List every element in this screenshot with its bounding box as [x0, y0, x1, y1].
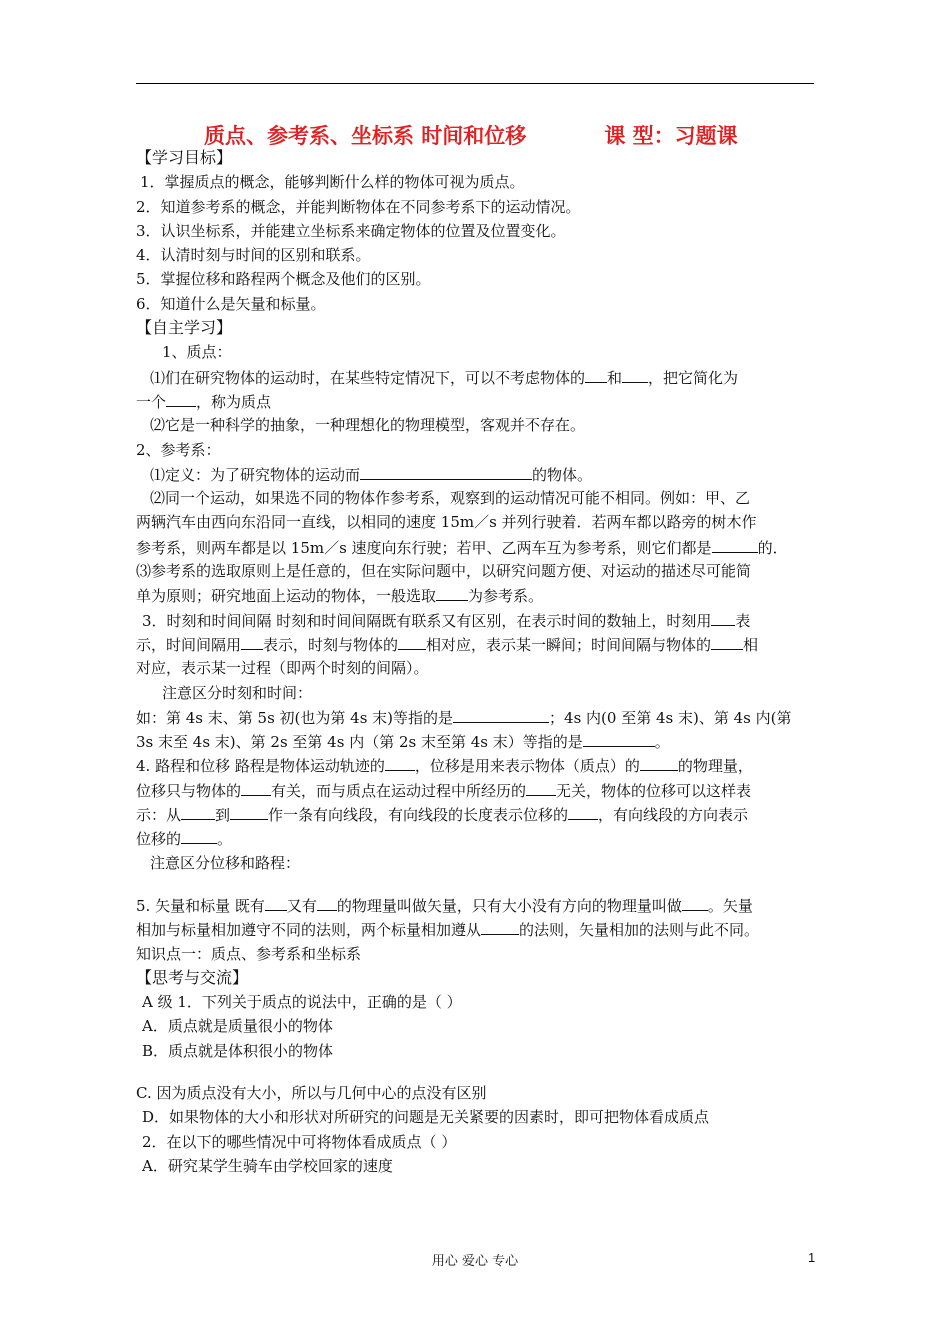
paragraph: 对应，表示某一过程（即两个时刻的间隔）。 — [136, 659, 429, 678]
paragraph: 3．时刻和时间间隔 时刻和时间间隔既有联系又有区别，在表示时间的数轴上，时刻用 表 — [136, 608, 814, 632]
paragraph: 5. 矢量和标量 既有 又有 的物理量叫做矢量，只有大小没有方向的物理量叫做 。矢量 — [136, 893, 814, 917]
option: A．研究某学生骑车由学校回家的速度 — [142, 1156, 393, 1175]
paragraph: 位移只与物体的 有关，而与质点在运动过程中所经历的 无关，物体的位移可以这样表 — [136, 778, 814, 802]
paragraph: 一个 ，称为质点 — [136, 389, 814, 413]
paragraph: 两辆汽车由西向东沿同一直线，以相同的速度 15m／s 并列行驶着．若两车都以路旁的树木作 — [136, 513, 757, 532]
paragraph: ⑴定义：为了研究物体的运动而 的物体。 — [136, 462, 814, 486]
paragraph: 位移的 。 — [136, 826, 814, 850]
self-study-heading: 【自主学习】 — [136, 318, 233, 338]
paragraph: 3s 末至 4s 末)、第 2s 至第 4s 内（第 2s 末至第 4s 末）等指的是 。 — [136, 729, 814, 753]
objectives-heading: 【学习目标】 — [136, 148, 233, 167]
paragraph: ⑵它是一种科学的抽象，一种理想化的物理模型，客观并不存在。 — [150, 416, 586, 435]
paragraph: 如：第 4s 末、第 5s 初(也为第 4s 末)等指的是 ；4s 内(0 至第 4s 末)、第 4s 内(第 — [136, 705, 814, 729]
section-reference-heading: 2、参考系： — [136, 440, 221, 459]
note: 注意区分时刻和时间： — [162, 683, 313, 702]
paragraph: ⑴们在研究物体的运动时，在某些特定情况下，可以不考虑物体的 和 ，把它简化为 — [136, 365, 814, 389]
paragraph: ⑶参考系的选取原则上是任意的，但在实际问题中，以研究问题方便、对运动的描述尽可能简 — [136, 562, 752, 581]
page-number: 1 — [808, 1250, 816, 1265]
option: C. 因为质点没有大小，所以与几何中心的点没有区别 — [136, 1083, 487, 1102]
question: A 级 1．下列关于质点的说法中，正确的是（ ） — [142, 993, 462, 1012]
lesson-type: 课 型：习题课 — [604, 124, 738, 148]
section-particle-heading: 1、质点： — [162, 343, 232, 362]
objective-item: 4．认清时刻与时间的区别和联系。 — [136, 246, 371, 265]
paragraph: 示：从 到 作一条有向线段，有向线段的长度表示位移的 ，有向线段的方向表示 — [136, 802, 814, 826]
knowledge-point-heading: 知识点一：质点、参考系和坐标系 — [136, 944, 362, 963]
note: 注意区分位移和路程： — [150, 853, 301, 872]
header-rule — [136, 83, 814, 84]
paragraph: 相加与标量相加遵守不同的法则，两个标量相加遵从 的法则，矢量相加的法则与此不同。 — [136, 917, 814, 941]
question: 2．在以下的哪些情况中可将物体看成质点（ ） — [142, 1132, 457, 1151]
objective-item: 6．知道什么是矢量和标量。 — [136, 294, 326, 313]
discussion-heading: 【思考与交流】 — [136, 967, 249, 987]
paragraph: 4. 路程和位移 路程是物体运动轨迹的 ，位移是用来表示物体（质点）的 的物理量， — [136, 753, 814, 777]
objective-item: 1．掌握质点的概念，能够判断什么样的物体可视为质点。 — [140, 173, 525, 192]
footer-slogan: 用心 爱心 专心 — [431, 1254, 519, 1269]
title-text: 质点、参考系、坐标系 时间和位移 — [204, 124, 527, 148]
paragraph: 示，时间间隔用 表示，时刻与物体的 相对应，表示某一瞬间；时间间隔与物体的 相 — [136, 632, 814, 656]
objective-item: 3．认识坐标系，并能建立坐标系来确定物体的位置及位置变化。 — [136, 221, 566, 240]
paragraph: ⑵同一个运动，如果选不同的物体作参考系，观察到的运动情况可能不相同。例如：甲、乙 — [150, 489, 751, 508]
option: A．质点就是质量很小的物体 — [142, 1017, 333, 1036]
option: D．如果物体的大小和形状对所研究的问题是无关紧要的因素时，即可把物体看成质点 — [142, 1108, 710, 1127]
paragraph: 参考系，则两车都是以 15m／s 速度向东行驶；若甲、乙两车互为参考系，则它们都是 的． — [136, 535, 814, 559]
objective-item: 2．知道参考系的概念，并能判断物体在不同参考系下的运动情况。 — [136, 197, 581, 216]
objective-item: 5．掌握位移和路程两个概念及他们的区别。 — [136, 270, 431, 289]
paragraph: 单为原则；研究地面上运动的物体，一般选取 为参考系。 — [136, 583, 814, 607]
document-body — [136, 146, 814, 1178]
option: B．质点就是体积很小的物体 — [142, 1041, 334, 1060]
